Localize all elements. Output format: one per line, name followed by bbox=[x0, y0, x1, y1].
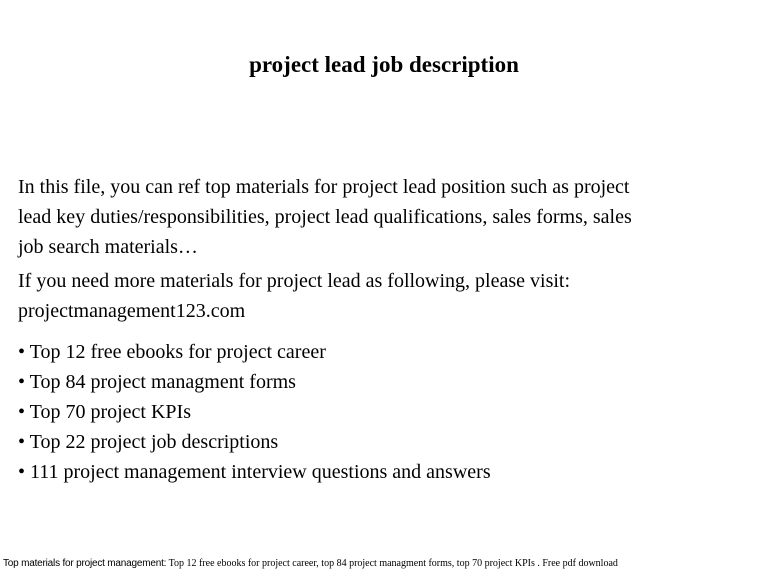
materials-list bbox=[18, 337, 758, 487]
slide-title: project lead job description bbox=[249, 52, 519, 77]
list-item: • Top 22 project job descriptions bbox=[18, 431, 279, 453]
visit-paragraph bbox=[18, 266, 758, 326]
intro-paragraph bbox=[18, 172, 758, 262]
intro-line: lead key duties/responsibilities, project lead qualifications, sales forms, sales bbox=[18, 206, 632, 228]
intro-line: In this file, you can ref top materials for project lead position such as project bbox=[18, 176, 630, 198]
footer-text: Top 12 free ebooks for project career, top 84 project managment forms, top 70 project KPIs . Free pdf download bbox=[166, 558, 618, 569]
list-item: • Top 12 free ebooks for project career bbox=[18, 341, 326, 363]
visit-line: If you need more materials for project lead as following, please visit: bbox=[18, 270, 571, 292]
list-item: • Top 70 project KPIs bbox=[18, 401, 191, 423]
intro-line: job search materials… bbox=[18, 236, 198, 258]
visit-link[interactable]: projectmanagement123.com bbox=[18, 300, 246, 322]
list-item: • 111 project management interview questions and answers bbox=[18, 461, 491, 483]
footer-lead: Top materials for project management: bbox=[3, 558, 167, 569]
footer-caption bbox=[3, 557, 765, 571]
list-item: • Top 84 project managment forms bbox=[18, 371, 296, 393]
